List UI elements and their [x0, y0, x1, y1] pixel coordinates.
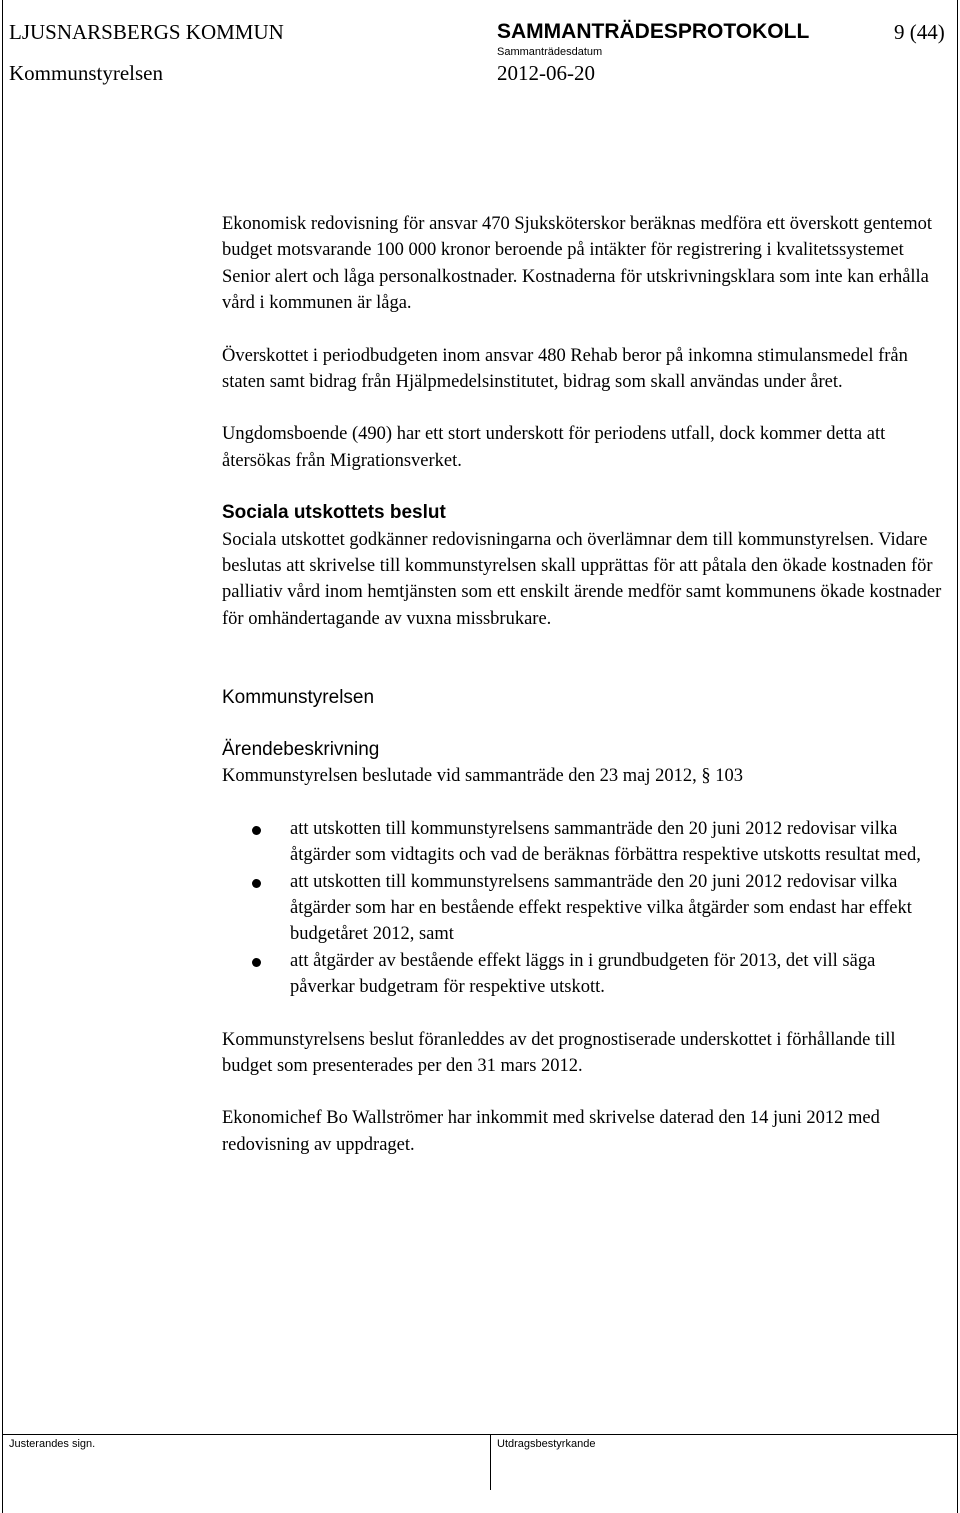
- decision-list: [222, 816, 942, 1001]
- heading-municipal-board: Kommunstyrelsen: [222, 687, 375, 709]
- paragraph-reason: Kommunstyrelsens beslut föranleddes av det prognostiserade underskottet i förhållande till budget som presenterades per den 31 mars 2012.: [222, 1029, 896, 1076]
- footer-divider: [2, 1434, 958, 1435]
- list-item: att utskotten till kommunstyrelsens sammanträde den 20 juni 2012 redovisar vilka åtgärder som har en bestående effekt respektive vilka åtgärder som endast har effekt budgetåret 2012, samt: [222, 869, 942, 948]
- bullet-icon: [252, 958, 261, 967]
- paragraph-decision: Sociala utskottet godkänner redovisningarna och överlämnar dem till kommunstyrelsen. Vidare beslutas att skrivelse till kommunstyrelsen skall upprättas för att påtala den ökade kostnaden för palliativ vård inom hemtjänsten som ett enskilt ärende medför samt kommunens ökade kostnader för omhändertagande av vuxna missbrukare.: [222, 529, 942, 629]
- meeting-date-label: Sammanträdesdatum: [497, 46, 603, 58]
- paragraph-youth-housing: Ungdomsboende (490) har ett stort underskott för periodens utfall, dock kommer detta att återsökas från Migrationsverket.: [222, 424, 886, 471]
- organization-name: LJUSNARSBERGS KOMMUN: [9, 20, 284, 44]
- heading-social-committee-decision: Sociala utskottets beslut: [222, 502, 446, 524]
- list-item: att åtgärder av bestående effekt läggs in i grundbudgeten för 2013, det vill säga påverkar budgetram för respektive utskott.: [222, 948, 942, 1001]
- meeting-date: 2012-06-20: [497, 61, 595, 85]
- bullet-icon: [252, 879, 261, 888]
- paragraph-report: Ekonomichef Bo Wallströmer har inkommit med skrivelse daterad den 14 juni 2012 med redovisning av uppdraget.: [222, 1108, 880, 1155]
- paragraph-nurses: Ekonomisk redovisning för ansvar 470 Sjuksköterskor beräknas medföra ett överskott gentemot budget motsvarande 100 000 kronor beroende på intäkter för registrering i kvalitetssystemet Senior alert och låga personalkostnader. Kostnaderna för utskrivningsklara som inte kan erhålla vård i kommunen är låga.: [222, 214, 933, 314]
- page-number: 9 (44): [894, 20, 945, 44]
- excerpt-certification-label: Utdragsbestyrkande: [497, 1438, 596, 1450]
- heading-case-description: Ärendebeskrivning: [222, 739, 380, 761]
- paragraph-rehab: Överskottet i periodbudgeten inom ansvar 480 Rehab beror på inkomna stimulansmedel från staten samt bidrag från Hjälpmedelsinstitutet, bidrag som skall användas under året.: [222, 345, 908, 393]
- list-item: att utskotten till kommunstyrelsens sammanträde den 20 juni 2012 redovisar vilka åtgärder som vidtagits och vad de beräknas förbättra respektive utskotts resultat med,: [222, 816, 942, 869]
- footer-column-divider: [490, 1434, 491, 1490]
- document-body: [222, 211, 942, 1158]
- bullet-icon: [252, 826, 261, 835]
- signature-label: Justerandes sign.: [9, 1438, 96, 1450]
- document-title: SAMMANTRÄDESPROTOKOLL: [497, 20, 810, 43]
- paragraph-board-decision: Kommunstyrelsen beslutade vid sammanträde den 23 maj 2012, § 103: [222, 766, 743, 787]
- committee-name: Kommunstyrelsen: [9, 61, 163, 85]
